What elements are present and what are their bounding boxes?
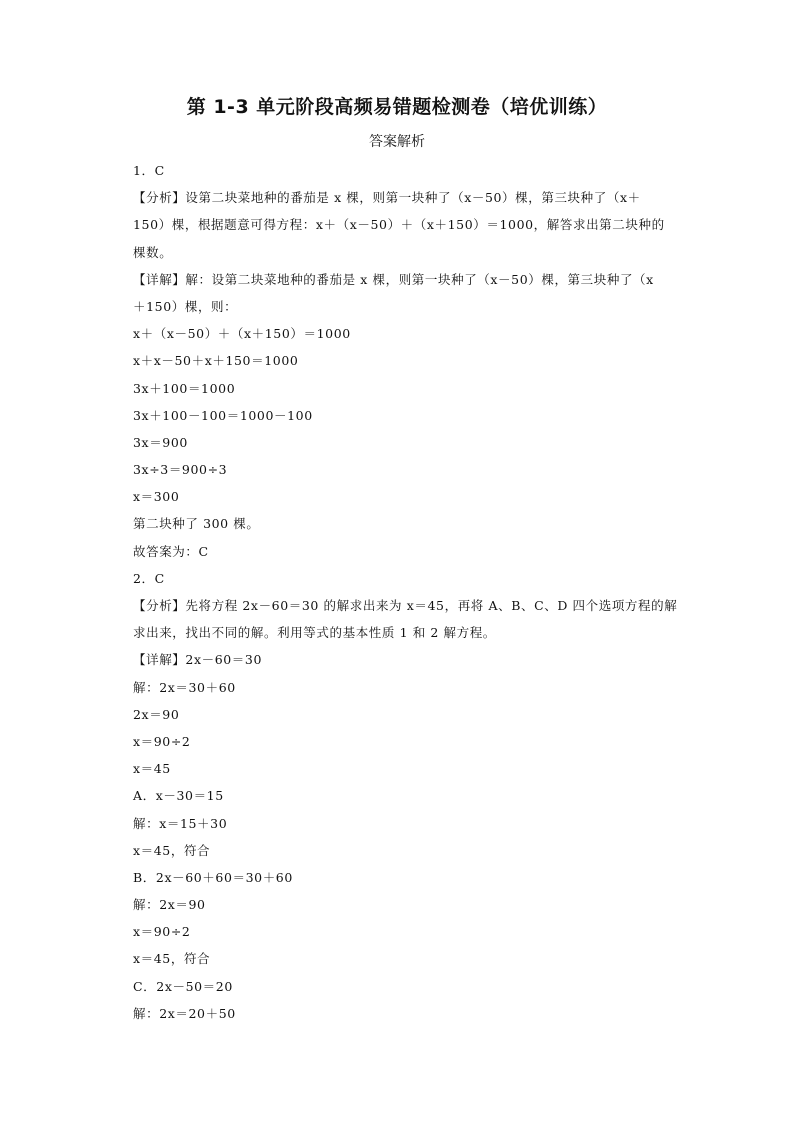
text-line: B．2x－60＋60＝30＋60 <box>133 869 293 885</box>
text-line: 故答案为：C <box>133 543 209 559</box>
text-line: 3x÷3＝900÷3 <box>133 462 228 478</box>
text-line: ＋150）棵，则： <box>133 298 238 314</box>
text-line: 求出来，找出不同的解。利用等式的基本性质 1 和 2 解方程。 <box>133 625 496 641</box>
text-line: x＝45，符合 <box>133 842 211 858</box>
text-line: 解：x＝15＋30 <box>133 815 228 831</box>
document-subtitle: 答案解析 <box>369 134 425 150</box>
text-line: A．x－30＝15 <box>133 788 224 804</box>
text-line: 150）棵，根据题意可得方程：x＋（x－50）＋（x＋150）＝1000，解答求出第二块种的 <box>133 217 665 233</box>
answer-text-block <box>133 160 678 1030</box>
text-line: 【分析】设第二块菜地种的番茄是 x 棵，则第一块种了（x－50）棵，第三块种了（x＋ <box>133 190 641 206</box>
text-line: 解：2x＝30＋60 <box>133 679 236 695</box>
text-line: x＝90÷2 <box>133 924 191 940</box>
text-line: 解：2x＝20＋50 <box>133 1005 236 1021</box>
text-line: x＋x－50＋x＋150＝1000 <box>133 353 299 369</box>
text-line: 棵数。 <box>133 244 173 260</box>
document-title: 第 1-3 单元阶段高频易错题检测卷（培优训练） <box>186 96 608 118</box>
text-line: 3x＋100＝1000 <box>133 380 236 396</box>
text-line: 【分析】先将方程 2x－60＝30 的解求出来为 x＝45，再将 A、B、C、D 四个选项方程的解 <box>133 598 678 613</box>
text-line: 解：2x＝90 <box>133 897 206 913</box>
text-line: 【详解】解：设第二块菜地种的番茄是 x 棵，则第一块种了（x－50）棵，第三块种了（x <box>133 271 654 287</box>
text-line: x＝45，符合 <box>133 951 211 967</box>
text-line: x＝90÷2 <box>133 733 191 749</box>
text-line: C．2x－50＝20 <box>133 978 233 994</box>
text-line: 第二块种了 300 棵。 <box>133 516 260 532</box>
text-line: 1．C <box>133 163 165 178</box>
text-line: 2x＝90 <box>133 706 180 722</box>
text-line: x＝300 <box>133 489 180 505</box>
text-line: 2．C <box>133 570 165 586</box>
text-line: x＋（x－50）＋（x＋150）＝1000 <box>133 326 351 342</box>
text-line: 3x＋100－100＝1000－100 <box>133 407 313 423</box>
text-line: 3x＝900 <box>133 434 188 450</box>
text-line: 【详解】2x－60＝30 <box>133 652 263 668</box>
text-line: x＝45 <box>133 761 171 777</box>
